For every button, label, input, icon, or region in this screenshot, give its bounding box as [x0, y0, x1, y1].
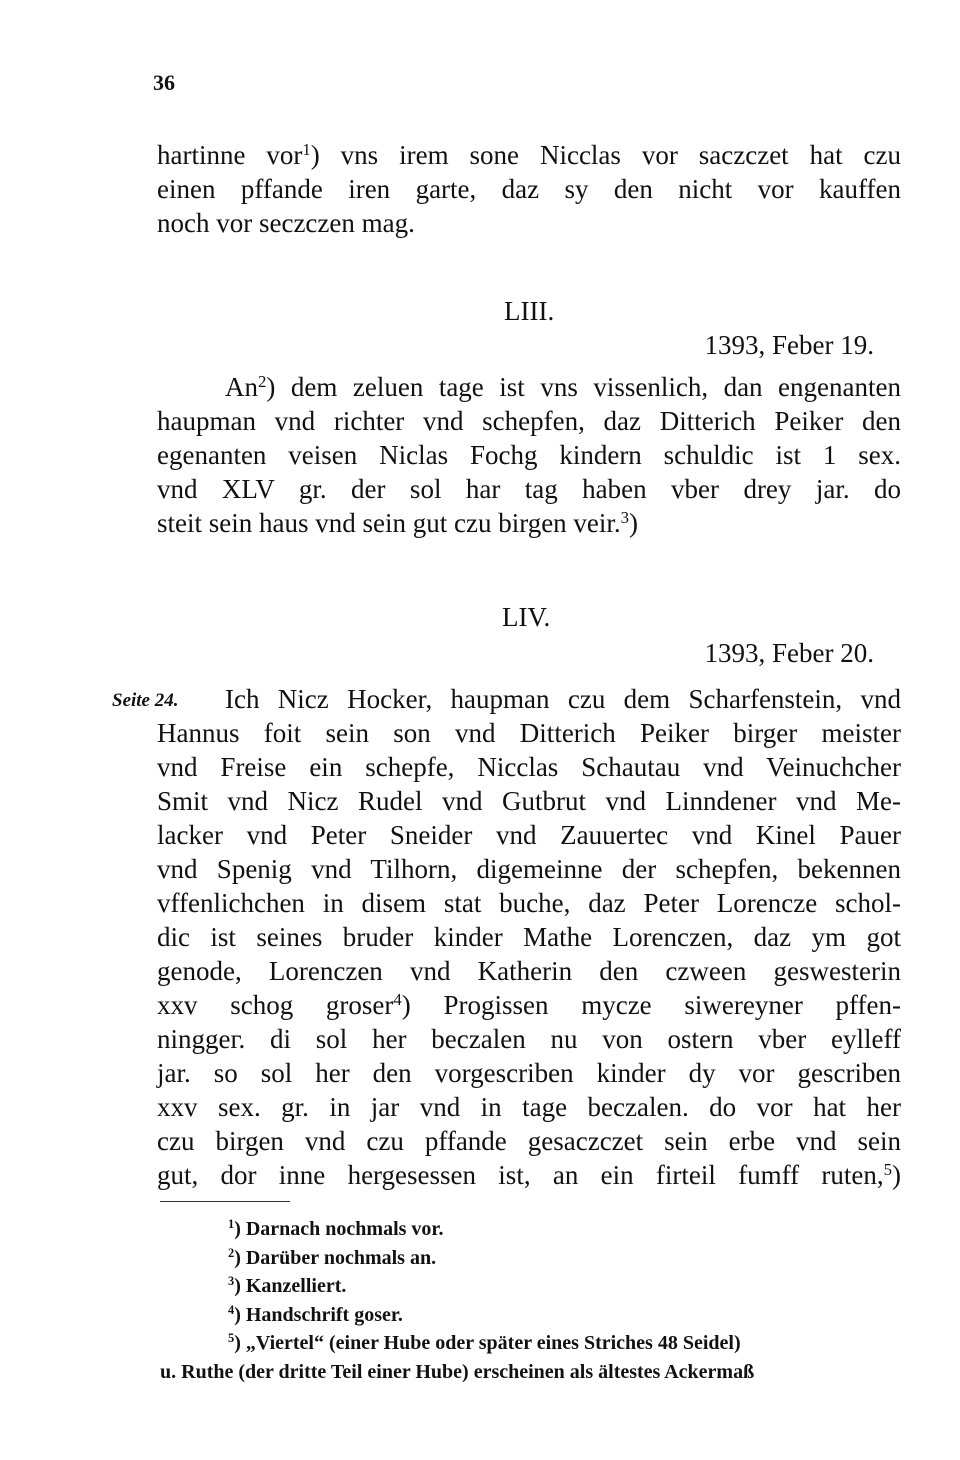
body-line: lacker vnd Peter Sneider vnd Zauuertec vnd Kinel Pauer	[157, 820, 901, 850]
body-line: ninggeг. di sol her beczalen nu von ostern vber eylleff	[157, 1024, 901, 1054]
body-line: dic ist seines bruder kinder Mathe Lorenczen, daz ym got	[157, 922, 901, 952]
entry-number: LIV.	[502, 602, 551, 632]
entry-number: LIII.	[504, 296, 555, 326]
body-line: vnd XLV gr. der sol har tag haben vber drey jar. do	[157, 474, 901, 504]
body-line: xxv schog groser$^4$) Progissen mycze siwereyner pffen-	[157, 989, 901, 1020]
body-line: czu birgen vnd czu pffande gesaczczet sein erbe vnd sein	[157, 1126, 901, 1156]
entry-date: 1393, Feber 19.	[704, 330, 874, 360]
body-line: vnd Freise ein schepfe, Nicclas Schautau vnd Veinuchcher	[157, 752, 901, 782]
body-line: Smit vnd Nicz Rudel vnd Gutbrut vnd Linndener vnd Me-	[157, 786, 901, 816]
body-line: steit sein haus vnd sein gut czu birgen veir.$^3$)	[157, 507, 639, 538]
body-line: noch vor seczczen mag.	[157, 208, 415, 238]
footnote: $^3$) Kanzelliert.	[228, 1274, 347, 1297]
body-line: vnd Spenig vnd Tilhorn, digemeinne der schepfen, bekennen	[157, 854, 901, 884]
footnote: $^4$) Handschrift goser.	[228, 1303, 403, 1326]
body-line: haupman vnd richter vnd schepfen, daz Ditterich Peiker den	[157, 406, 901, 436]
page-number: 36	[153, 70, 175, 95]
footnote: $^1$) Darnach nochmals vor.	[228, 1217, 444, 1240]
body-line: einen pffande iren garte, daz sy den nicht vor kauffen	[157, 174, 901, 204]
body-line: An$^2$) dem zeluen tage ist vns vissenlich, dan engenanten	[225, 371, 901, 402]
footnote: $^5$) „Viertel“ (einer Hube oder später eines Striches 48 Seidel)	[228, 1331, 741, 1354]
entry-date: 1393, Feber 20.	[704, 638, 874, 668]
body-line: genode, Lorenczen vnd Katherin den czween geswesterin	[157, 956, 901, 986]
body-line: vffenlichchen in disem stat buche, daz Peter Lorencze schol-	[157, 888, 901, 918]
body-line: egenanten veisen Niclas Fochg kindern schuldic ist 1 sex.	[157, 440, 901, 470]
body-line: xxv sex. gr. in jar vnd in tage beczalen. do vor hat her	[157, 1092, 901, 1122]
body-line: Hannus foit sein son vnd Ditterich Peiker birger meister	[157, 718, 901, 748]
margin-note: Seite 24.	[112, 690, 179, 711]
footnote: $^2$) Darüber nochmals an.	[228, 1246, 437, 1269]
body-line: jar. so sol her den vorgescriben kinder dy vor gescriben	[157, 1058, 901, 1088]
body-line: gut, dor inne hergesessen ist, an ein firteil fumff ruten,$^5$)	[157, 1159, 901, 1190]
footnote-continuation: u. Ruthe (der dritte Teil einer Hube) erscheinen als ältestes Ackermaß	[160, 1361, 755, 1383]
body-line: hartinne vor$^1$) vns irem sone Nicclas vor saczczet hat czu	[157, 139, 901, 170]
body-line: Ich Nicz Hocker, haupman czu dem Scharfenstein, vnd	[225, 684, 901, 714]
footnote-rule	[160, 1201, 290, 1202]
